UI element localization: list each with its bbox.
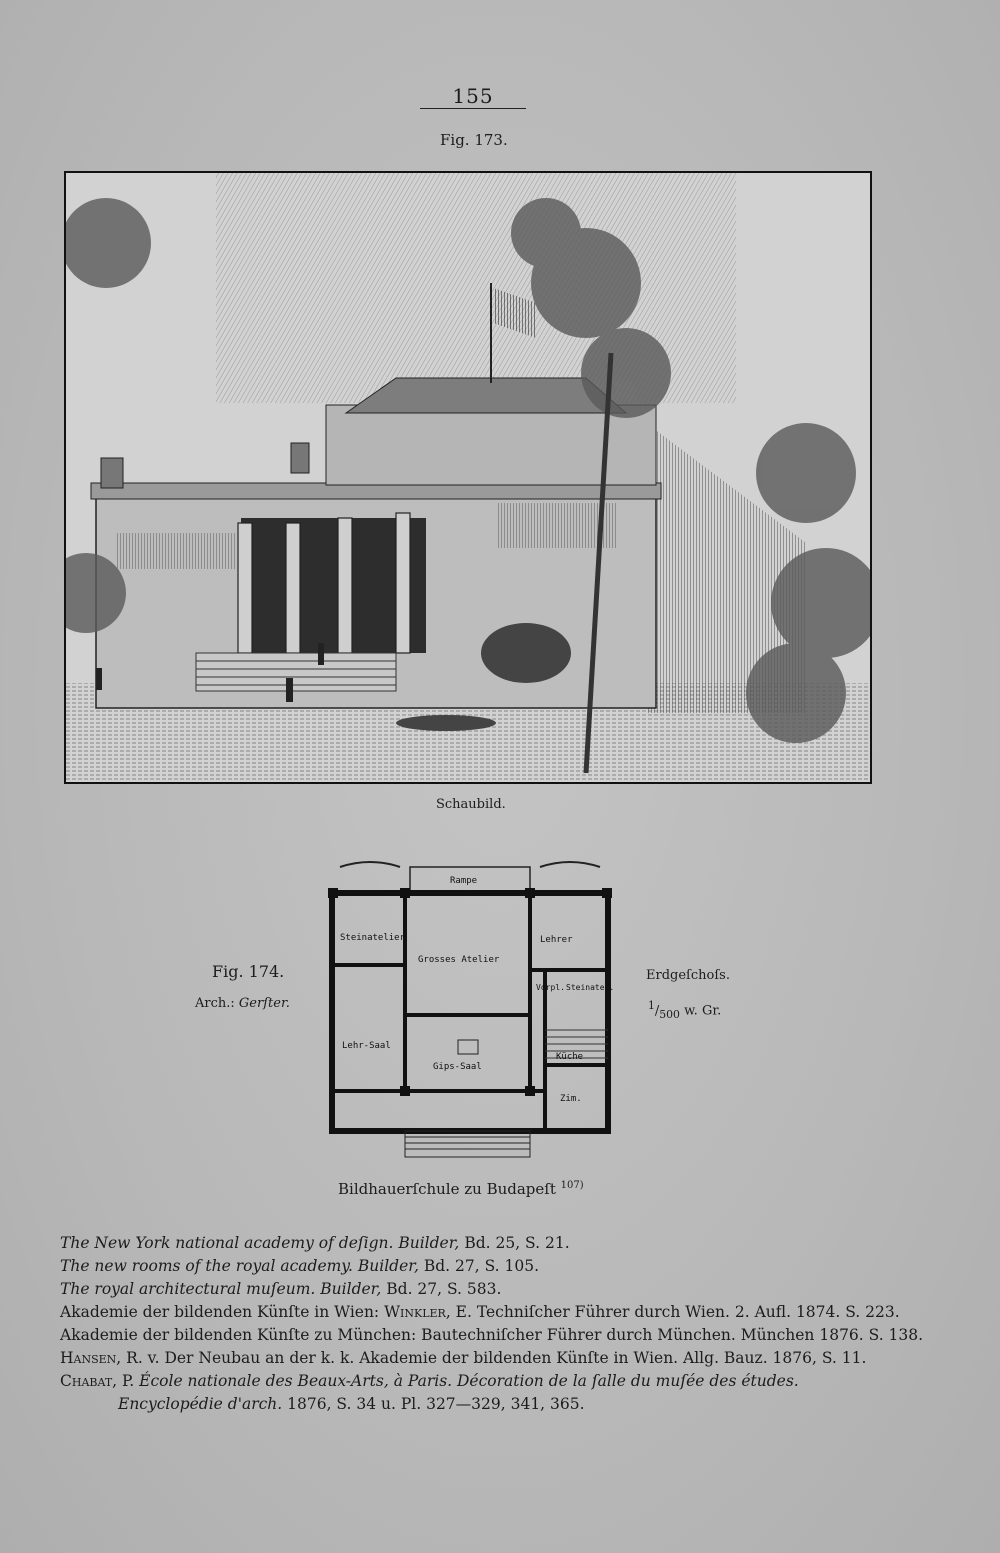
bib-entry-1: [60, 1232, 940, 1255]
fig174-title: [338, 1180, 584, 1198]
fig174-architect: [195, 996, 290, 1011]
room-grosses-atelier: Grosses Atelier: [418, 955, 500, 965]
bib-4-text: Akademie der bildenden Künſte in Wien:: [60, 1303, 385, 1321]
page-number: 155: [452, 84, 494, 108]
bib-entry-3: [60, 1278, 940, 1301]
bib-2-rest: Bd. 27, S. 105.: [423, 1257, 540, 1275]
bib-7-text: P.: [117, 1372, 140, 1390]
fig173-caption: Schaubild.: [436, 797, 506, 812]
bib-6-author: Hansen,: [60, 1349, 122, 1367]
fig174-label: Fig. 174.: [212, 962, 285, 981]
room-zim: Zim.: [560, 1094, 582, 1104]
scale-denominator: 500: [659, 1007, 680, 1021]
bib-8-rest: 1876, S. 34 u. Pl. 327—329, 341, 365.: [282, 1395, 585, 1413]
scale-numerator: 1: [648, 999, 655, 1012]
bib-entry-8: [118, 1393, 998, 1416]
bib-3-rest: Bd. 27, S. 583.: [386, 1280, 502, 1298]
room-steinatel: Steinatel.: [566, 983, 615, 992]
room-lehrer: Lehrer: [540, 935, 573, 945]
bib-3-title: The royal architectural muſeum.: [60, 1280, 316, 1298]
fig173-label: Fig. 173.: [440, 131, 508, 149]
room-gips-saal: Gips-Saal: [433, 1062, 482, 1072]
room-vorpl: Vorpl.: [536, 983, 565, 992]
bib-6-text: R. v. Der Neubau an der k. k. Akademie der bildenden Künſte in Wien. Allg. Bauz. 1876, S. 11.: [121, 1349, 867, 1367]
bib-1-source: Builder,: [398, 1234, 460, 1252]
room-rampe: Rampe: [450, 876, 478, 886]
fig174-footnote: 107): [560, 1180, 584, 1191]
room-kuche: Küche: [556, 1052, 584, 1062]
bib-5-text: Akademie der bildenden Künſte zu München: Bautechniſcher Führer durch München. München 1876. S. 138.: [60, 1326, 924, 1344]
bib-entry-7: [60, 1370, 940, 1393]
bib-2-title: The new rooms of the royal academy.: [60, 1257, 353, 1275]
page-number-rule: [420, 108, 526, 109]
floor-plan-drawing: [320, 855, 620, 1165]
scale-suffix: w. Gr.: [684, 1003, 722, 1019]
floor-label: Erdgeſchoſs.: [646, 968, 730, 983]
bib-entry-5: [60, 1324, 940, 1347]
bib-entry-4: [60, 1301, 940, 1324]
fig174-floor-plan: [320, 855, 620, 1165]
bib-7-title: École nationale des Beaux-Arts, à Paris. Décoration de la ſalle du muſée des études.: [139, 1372, 799, 1390]
bib-1-rest: Bd. 25, S. 21.: [464, 1234, 570, 1252]
room-lehr-saal: Lehr-Saal: [342, 1041, 391, 1051]
fig174-title-text: Bildhauerſchule zu Budapeſt: [338, 1180, 556, 1198]
bib-8-source: Encyclopédie d'arch.: [118, 1395, 283, 1413]
bib-7-author: Chabat,: [60, 1372, 118, 1390]
room-steinatelier: Steinatelier: [340, 933, 406, 943]
bib-4-rest: Techniſcher Führer durch Wien. 2. Aufl. 1874. S. 223.: [471, 1303, 900, 1321]
fig173-engraving: [64, 171, 872, 784]
architect-name: Gerſter.: [238, 996, 290, 1011]
scale-label: $^1/_{500}$ w. Gr.: [648, 999, 722, 1021]
bib-3-source: Builder,: [320, 1280, 382, 1298]
bib-2-source: Builder,: [357, 1257, 419, 1275]
building-engraving-drawing: [66, 173, 870, 782]
bib-entry-2: [60, 1255, 940, 1278]
bib-entry-6: [60, 1347, 940, 1370]
architect-prefix: Arch.:: [195, 996, 235, 1011]
bib-4-author: Winkler, E.: [384, 1303, 472, 1321]
bib-1-title: The New York national academy of deſign.: [60, 1234, 394, 1252]
